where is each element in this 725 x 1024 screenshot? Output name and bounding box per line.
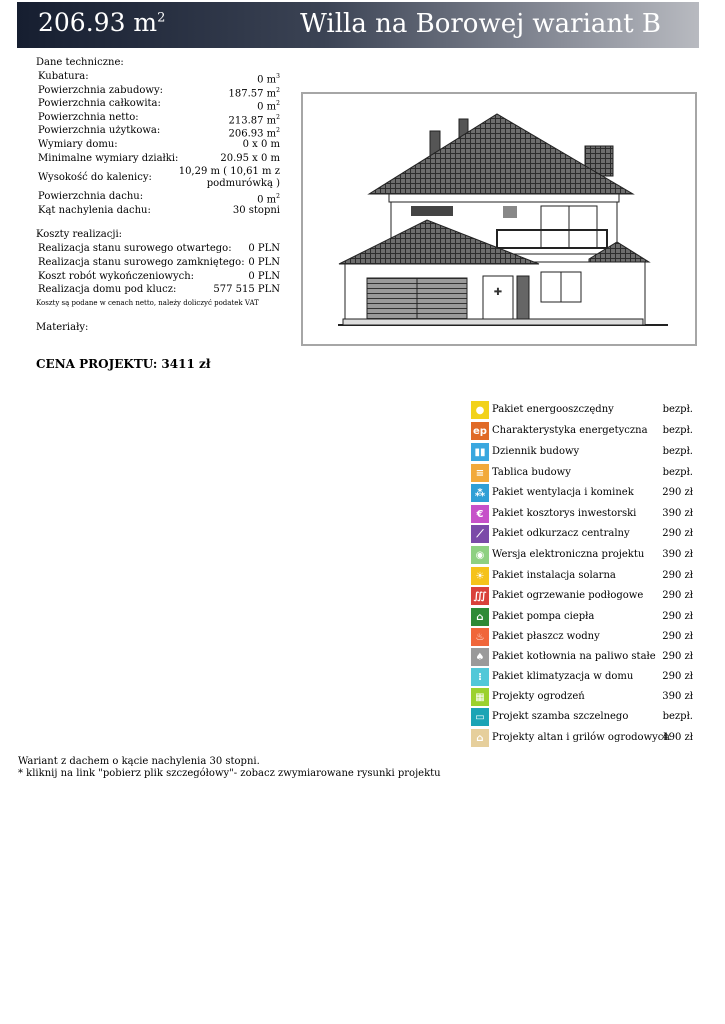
costs-caption: Koszty realizacji:: [36, 229, 123, 240]
package-name: Pakiet instalacja solarna: [492, 570, 616, 581]
package-price: bezpł.: [662, 425, 693, 436]
cost-row-value: 0 PLN: [248, 271, 280, 282]
package-price: 290 zł: [662, 570, 693, 581]
tech-row-value: 206.93 $m^2$: [228, 127, 280, 140]
package-name: Tablica budowy: [492, 467, 571, 478]
vacuum-icon: ⟋: [471, 525, 489, 543]
package-name: Pakiet kotłownia na paliwo stałe: [492, 651, 656, 662]
heat-pump-icon: ⌂: [471, 608, 489, 626]
package-item[interactable]: [471, 505, 696, 525]
package-item[interactable]: [471, 668, 696, 688]
footer-notes: [18, 756, 441, 780]
cost-row-label: Realizacja stanu surowego otwartego:: [38, 243, 232, 254]
header-banner: [17, 2, 699, 48]
house-elevation-drawing[interactable]: [301, 92, 697, 346]
package-item[interactable]: [471, 587, 696, 607]
boiler-icon: ♠: [471, 648, 489, 666]
cost-row-value: 0 PLN: [248, 243, 280, 254]
tech-row-value: 187.57 $m^2$: [228, 87, 280, 100]
package-price: 290 zł: [662, 651, 693, 662]
tech-row-value: 30 stopni: [232, 205, 280, 216]
sun-icon: ●: [471, 401, 489, 419]
disc-icon: ◉: [471, 546, 489, 564]
package-name: Pakiet energooszczędny: [492, 404, 614, 415]
package-name: Dziennik budowy: [492, 446, 580, 457]
package-price: 290 zł: [662, 487, 693, 498]
package-item[interactable]: [471, 567, 696, 587]
door-ornament: ✚: [493, 287, 503, 298]
download-hint: * kliknij na link "pobierz plik szczegółowy"- zobacz zwymiarowane rysunki projektu: [18, 768, 441, 779]
project-title: Willa na Borowej wariant B: [300, 9, 661, 39]
book-icon: ▮▮: [471, 443, 489, 461]
package-price: 290 zł: [662, 671, 693, 682]
package-price: 390 zł: [662, 508, 693, 519]
package-name: Pakiet płaszcz wodny: [492, 631, 600, 642]
euro-icon: €: [471, 505, 489, 523]
tech-row-value: 20.95 x 0 m: [220, 153, 280, 164]
package-name: Pakiet wentylacja i kominek: [492, 487, 634, 498]
package-name: Charakterystyka energetyczna: [492, 425, 648, 436]
package-price: 290 zł: [662, 631, 693, 642]
house-area: 206.93 $m^2$: [38, 8, 166, 37]
fence-icon: ▦: [471, 688, 489, 706]
ventilation-icon: ⁂: [471, 484, 489, 502]
package-item[interactable]: [471, 628, 696, 648]
board-icon: ≡: [471, 464, 489, 482]
tech-row-value: 0 $m^3$: [257, 73, 280, 86]
gazebo-icon: ⌂: [471, 729, 489, 747]
package-price: 390 zł: [662, 549, 693, 560]
package-price: 490 zł: [662, 732, 693, 743]
project-price: CENA PROJEKTU: 3411 zł: [36, 357, 211, 371]
package-price: bezpł.: [662, 467, 693, 478]
cost-row-value: 577 515 PLN: [213, 284, 280, 295]
package-price: 290 zł: [662, 611, 693, 622]
package-name: Pakiet klimatyzacja w domu: [492, 671, 634, 682]
package-item[interactable]: [471, 608, 696, 628]
package-name: Projekty ogrodzeń: [492, 691, 585, 702]
package-name: Pakiet ogrzewanie podłogowe: [492, 590, 644, 601]
tech-row-label: Wymiary domu:: [38, 139, 118, 150]
tank-icon: ▭: [471, 708, 489, 726]
package-item[interactable]: [471, 484, 696, 504]
costs-note: Koszty są podane w cenach netto, należy doliczyć podatek VAT: [36, 299, 259, 307]
package-item[interactable]: [471, 401, 696, 421]
package-item[interactable]: [471, 546, 696, 566]
tech-row-label: Powierzchnia całkowita:: [38, 98, 161, 109]
package-name: Pakiet odkurzacz centralny: [492, 528, 630, 539]
tech-row-value: 0 $m^2$: [257, 100, 280, 113]
package-item[interactable]: [471, 729, 696, 749]
technical-data-caption: Dane techniczne:: [36, 57, 124, 68]
package-name: Pakiet pompa ciepła: [492, 611, 595, 622]
water-jacket-icon: ♨: [471, 628, 489, 646]
tech-row-label: Minimalne wymiary działki:: [38, 153, 179, 164]
package-item[interactable]: [471, 525, 696, 545]
tech-row-label: Powierzchnia dachu:: [38, 191, 144, 202]
cost-row-label: Realizacja domu pod klucz:: [38, 284, 177, 295]
package-price: 390 zł: [662, 691, 693, 702]
package-item[interactable]: [471, 648, 696, 668]
cost-row-label: Realizacja stanu surowego zamkniętego:: [38, 257, 245, 268]
package-item[interactable]: [471, 443, 696, 463]
package-price: bezpł.: [662, 446, 693, 457]
package-item[interactable]: [471, 708, 696, 728]
tech-row-label: Powierzchnia użytkowa:: [38, 125, 161, 136]
tech-row-label: Kąt nachylenia dachu:: [38, 205, 151, 216]
tech-row-value: 0 $m^2$: [257, 193, 280, 206]
tech-row-label: Wysokość do kalenicy:: [38, 172, 152, 183]
floor-heating-icon: ∭: [471, 587, 489, 605]
tech-row-label: Kubatura:: [38, 71, 89, 82]
package-item[interactable]: [471, 422, 696, 442]
package-name: Wersja elektroniczna projektu: [492, 549, 645, 560]
tech-row-value: 10,29 m ( 10,61 m z podmurówką ): [178, 166, 280, 189]
package-name: Pakiet kosztorys inwestorski: [492, 508, 637, 519]
cost-row-value: 0 PLN: [248, 257, 280, 268]
package-price: bezpł.: [662, 711, 693, 722]
tech-row-label: Powierzchnia netto:: [38, 112, 139, 123]
air-conditioning-icon: ⁝: [471, 668, 489, 686]
house-elevation-svg: [303, 94, 695, 344]
ep-icon: ep: [471, 422, 489, 440]
package-name: Projekt szamba szczelnego: [492, 711, 629, 722]
materials-label: Materiały:: [36, 322, 89, 333]
package-price: bezpł.: [662, 404, 693, 415]
tech-row-value: 213.87 $m^2$: [228, 114, 280, 127]
cost-row-label: Koszt robót wykończeniowych:: [38, 271, 195, 282]
package-price: 290 zł: [662, 528, 693, 539]
roof-variant-note: Wariant z dachem o kącie nachylenia 30 stopni.: [18, 756, 260, 767]
tech-row-value: 0 x 0 m: [242, 139, 280, 150]
package-name: Projekty altan i grilów ogrodowych: [492, 732, 670, 743]
package-item[interactable]: [471, 688, 696, 708]
package-price: 290 zł: [662, 590, 693, 601]
tech-row-label: Powierzchnia zabudowy:: [38, 85, 163, 96]
solar-icon: ☀: [471, 567, 489, 585]
package-item[interactable]: [471, 464, 696, 484]
